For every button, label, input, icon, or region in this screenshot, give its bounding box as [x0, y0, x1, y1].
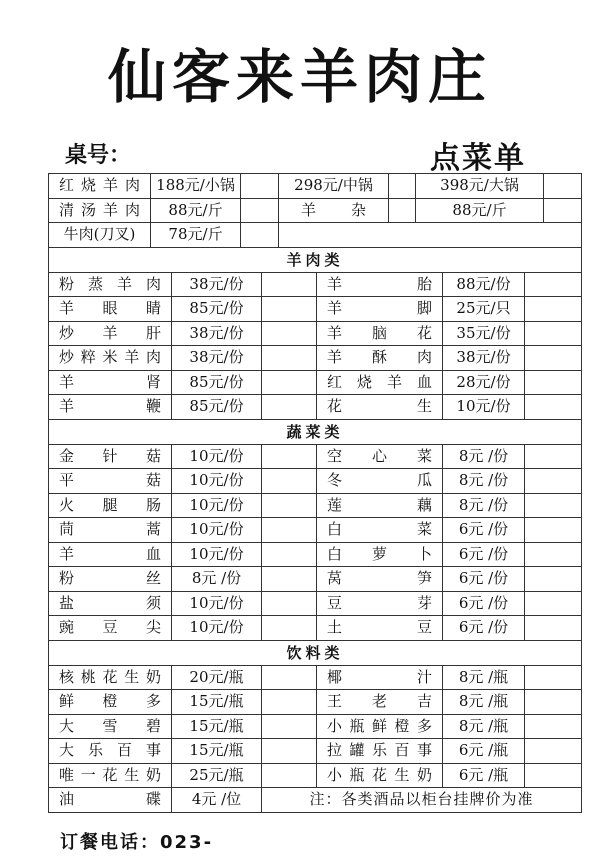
qty-cell[interactable]	[262, 297, 317, 321]
order-phone: 订餐电话：023-	[60, 832, 214, 853]
dish-price: 8元 /瓶	[443, 715, 525, 739]
dish-price: 85元/份	[172, 395, 262, 419]
dish-price: 85元/份	[172, 371, 262, 395]
dish-name: 羊鞭	[49, 395, 172, 419]
dish-name: 红烧羊肉	[49, 174, 151, 198]
dish-name: 羊酥肉	[317, 346, 443, 370]
menu-row	[49, 567, 581, 592]
menu-table	[48, 173, 582, 813]
menu-row	[49, 395, 581, 420]
dish-price: 6元 /份	[443, 616, 525, 640]
dish-price: 35元/份	[443, 322, 525, 346]
qty-cell[interactable]	[262, 592, 317, 616]
dish-price: 8元 /份	[172, 567, 262, 591]
dish-price: 10元/份	[172, 494, 262, 518]
dish-name: 大乐百事	[49, 739, 172, 763]
qty-cell[interactable]	[389, 199, 416, 223]
qty-cell[interactable]	[525, 690, 581, 714]
qty-cell[interactable]	[525, 666, 581, 690]
dish-name: 羊杂	[279, 199, 389, 223]
dish-price: 8元 /瓶	[443, 690, 525, 714]
dish-name: 盐须	[49, 592, 172, 616]
dish-name: 大雪碧	[49, 715, 172, 739]
dish-price: 88元/斤	[151, 199, 241, 223]
qty-cell[interactable]	[262, 371, 317, 395]
dish-price: 15元/瓶	[172, 739, 262, 763]
menu-row	[49, 494, 581, 519]
qty-cell[interactable]	[262, 690, 317, 714]
dish-name: 莴笋	[317, 567, 443, 591]
menu-row	[49, 592, 581, 617]
dish-price: 25元/瓶	[172, 764, 262, 788]
restaurant-title: 仙客来羊肉庄	[107, 43, 492, 111]
qty-cell[interactable]	[262, 322, 317, 346]
dish-name: 油碟	[49, 788, 172, 812]
qty-cell[interactable]	[241, 199, 279, 223]
dish-name: 炒粹米羊肉	[49, 346, 172, 370]
dish-name: 花生	[317, 395, 443, 419]
dish-price: 10元/份	[172, 592, 262, 616]
qty-cell[interactable]	[262, 518, 317, 542]
dish-name: 火腿肠	[49, 494, 172, 518]
dish-name: 红烧羊血	[317, 371, 443, 395]
blank-cell[interactable]	[279, 223, 581, 247]
qty-cell[interactable]	[525, 592, 581, 616]
dish-name: 平菇	[49, 469, 172, 493]
dish-name: 炒羊肝	[49, 322, 172, 346]
qty-cell[interactable]	[525, 494, 581, 518]
dish-price: 6元 /份	[443, 518, 525, 542]
qty-cell[interactable]	[262, 445, 317, 469]
qty-cell[interactable]	[262, 666, 317, 690]
dish-price: 38元/份	[172, 322, 262, 346]
qty-cell[interactable]	[262, 469, 317, 493]
dish-name: 鲜橙多	[49, 690, 172, 714]
dish-price: 8元 /份	[443, 445, 525, 469]
dish-price: 6元 /份	[443, 543, 525, 567]
dish-price: 10元/份	[172, 445, 262, 469]
qty-cell[interactable]	[525, 469, 581, 493]
hotpot-row	[49, 199, 581, 224]
dish-name: 粉丝	[49, 567, 172, 591]
menu-row	[49, 666, 581, 691]
dish-name: 羊血	[49, 543, 172, 567]
menu-row	[49, 715, 581, 740]
dish-price: 6元 /份	[443, 567, 525, 591]
menu-row	[49, 518, 581, 543]
qty-cell[interactable]	[262, 543, 317, 567]
dish-name: 羊眼睛	[49, 297, 172, 321]
dish-price: 38元/份	[172, 273, 262, 297]
qty-cell[interactable]	[262, 715, 317, 739]
dish-name: 冬瓜	[317, 469, 443, 493]
hotpot-row	[49, 174, 581, 199]
qty-cell[interactable]	[544, 199, 581, 223]
menu-row	[49, 764, 581, 789]
dish-name: 核桃花生奶	[49, 666, 172, 690]
dish-price: 8元 /份	[443, 469, 525, 493]
order-sheet-title: 点菜单	[430, 141, 526, 176]
dish-name: 豆芽	[317, 592, 443, 616]
dish-name: 羊脑花	[317, 322, 443, 346]
menu-row	[49, 371, 581, 396]
dish-name: 椰汁	[317, 666, 443, 690]
qty-cell[interactable]	[525, 567, 581, 591]
qty-cell[interactable]	[262, 616, 317, 640]
qty-cell[interactable]	[241, 174, 279, 198]
section-heading-mutton: 羊肉类	[49, 248, 581, 273]
dish-name: 空心菜	[317, 445, 443, 469]
dish-price: 10元/份	[172, 543, 262, 567]
dish-price: 15元/瓶	[172, 715, 262, 739]
qty-cell[interactable]	[262, 395, 317, 419]
dish-name: 土豆	[317, 616, 443, 640]
dish-name: 清汤羊肉	[49, 199, 151, 223]
section-heading-vegetables: 蔬菜类	[49, 420, 581, 445]
dish-name: 白萝卜	[317, 543, 443, 567]
dish-price: 6元 /瓶	[443, 764, 525, 788]
menu-row	[49, 445, 581, 470]
dish-price: 28元/份	[443, 371, 525, 395]
dish-price: 6元 /份	[443, 592, 525, 616]
qty-cell[interactable]	[525, 346, 581, 370]
dish-name: 莲藕	[317, 494, 443, 518]
dish-price: 8元 /份	[443, 494, 525, 518]
menu-row	[49, 273, 581, 298]
dish-price: 85元/份	[172, 297, 262, 321]
menu-row	[49, 616, 581, 641]
menu-row	[49, 346, 581, 371]
dish-price: 10元/份	[172, 616, 262, 640]
menu-row	[49, 297, 581, 322]
dish-name: 牛肉(刀叉)	[49, 223, 151, 247]
menu-row	[49, 543, 581, 568]
dish-name: 小瓶鲜橙多	[317, 715, 443, 739]
dish-name: 唯一花生奶	[49, 764, 172, 788]
dish-price: 38元/份	[443, 346, 525, 370]
dish-price: 188元/小锅	[151, 174, 241, 198]
qty-cell[interactable]	[525, 297, 581, 321]
dish-price: 6元 /瓶	[443, 739, 525, 763]
dish-name: 金针菇	[49, 445, 172, 469]
dish-price: 10元/份	[172, 469, 262, 493]
section-heading-drinks: 饮料类	[49, 641, 581, 666]
qty-cell[interactable]	[525, 518, 581, 542]
dish-price: 8元 /瓶	[443, 666, 525, 690]
qty-cell[interactable]	[544, 174, 581, 198]
dish-price: 15元/瓶	[172, 690, 262, 714]
dish-price: 78元/斤	[151, 223, 241, 247]
qty-cell[interactable]	[262, 494, 317, 518]
dish-name: 羊脚	[317, 297, 443, 321]
dish-name: 粉蒸羊肉	[49, 273, 172, 297]
dish-name: 拉罐乐百事	[317, 739, 443, 763]
footnote: 注：各类酒品以柜台挂牌价为准	[309, 790, 534, 808]
qty-cell[interactable]	[525, 273, 581, 297]
dish-price: 298元/中锅	[279, 174, 389, 198]
hotpot-row	[49, 223, 581, 248]
dish-name: 豌豆尖	[49, 616, 172, 640]
qty-cell[interactable]	[525, 764, 581, 788]
qty-cell[interactable]	[262, 739, 317, 763]
qty-cell[interactable]	[262, 567, 317, 591]
dish-price: 10元/份	[172, 518, 262, 542]
qty-cell[interactable]	[525, 616, 581, 640]
qty-cell[interactable]	[525, 322, 581, 346]
dish-price: 20元/瓶	[172, 666, 262, 690]
menu-row	[49, 690, 581, 715]
qty-cell[interactable]	[262, 764, 317, 788]
dish-price: 10元/份	[443, 395, 525, 419]
qty-cell[interactable]	[525, 371, 581, 395]
dish-price: 38元/份	[172, 346, 262, 370]
menu-row	[49, 469, 581, 494]
table-number-label: 桌号：	[65, 143, 132, 168]
menu-row	[49, 788, 581, 813]
dish-name: 王老吉	[317, 690, 443, 714]
menu-row	[49, 739, 581, 764]
dish-name: 小瓶花生奶	[317, 764, 443, 788]
dish-name: 羊胎	[317, 273, 443, 297]
dish-price: 4元 /位	[172, 788, 262, 812]
dish-name: 茼蒿	[49, 518, 172, 542]
qty-cell[interactable]	[241, 223, 279, 247]
dish-name: 羊肾	[49, 371, 172, 395]
qty-cell[interactable]	[262, 346, 317, 370]
qty-cell[interactable]	[262, 273, 317, 297]
dish-price: 88元/份	[443, 273, 525, 297]
qty-cell[interactable]	[389, 174, 416, 198]
menu-row	[49, 322, 581, 347]
qty-cell[interactable]	[525, 445, 581, 469]
dish-price: 25元/只	[443, 297, 525, 321]
dish-name: 白菜	[317, 518, 443, 542]
qty-cell[interactable]	[525, 543, 581, 567]
qty-cell[interactable]	[525, 715, 581, 739]
dish-price: 88元/斤	[416, 199, 544, 223]
qty-cell[interactable]	[525, 395, 581, 419]
dish-price: 398元/大锅	[416, 174, 544, 198]
qty-cell[interactable]	[525, 739, 581, 763]
